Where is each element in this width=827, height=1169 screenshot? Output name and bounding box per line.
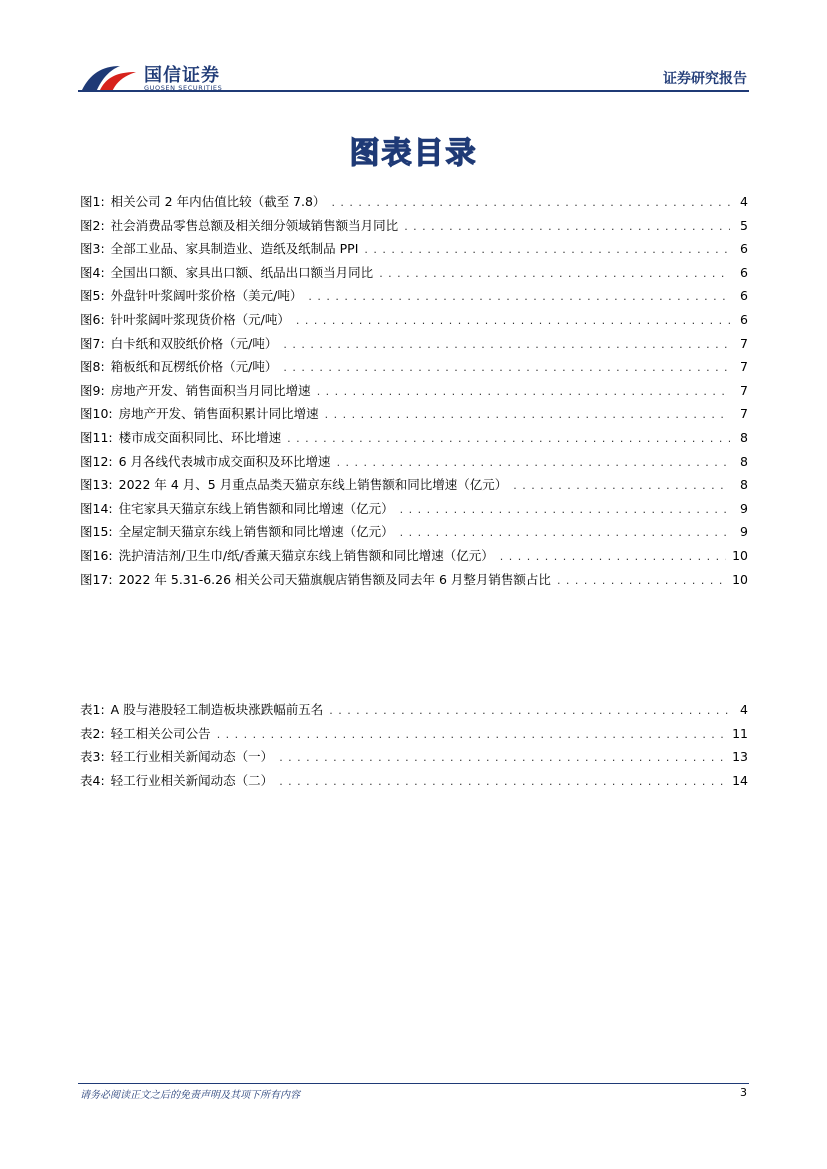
figure-toc-entry[interactable] [80, 381, 748, 405]
figure-toc-list [80, 192, 748, 593]
figure-label: 图14: [80, 500, 113, 516]
figure-page-number: 9 [740, 500, 748, 516]
table-label: 表4: [80, 772, 105, 788]
dot-leader [287, 432, 730, 445]
table-title: 轻工行业相关新闻动态（一） [110, 749, 274, 765]
figure-title: 楼市成交面积同比、环比增速 [118, 429, 282, 445]
figure-label: 图2: [80, 217, 105, 233]
figure-toc-entry[interactable] [80, 475, 748, 499]
dot-leader [296, 314, 730, 327]
table-title: 轻工相关公司公告 [110, 725, 211, 741]
figure-label: 图13: [80, 477, 113, 493]
figure-toc-entry[interactable] [80, 570, 748, 594]
figure-title: 全部工业品、家具制造业、造纸及纸制品 PPI [110, 241, 359, 257]
figure-title: 全国出口额、家具出口额、纸品出口额当月同比 [110, 264, 374, 280]
dot-leader [329, 704, 730, 717]
figure-page-number: 7 [740, 335, 748, 351]
company-name-en: GUOSEN SECURITIES [144, 84, 223, 92]
table-label: 表2: [80, 725, 105, 741]
figure-title: 2022 年 4 月、5 月重点品类天猫京东线上销售额和同比增速（亿元） [118, 477, 508, 493]
figure-toc-entry[interactable] [80, 192, 748, 216]
figure-toc-entry[interactable] [80, 310, 748, 334]
figure-label: 图10: [80, 406, 113, 422]
footer-divider [78, 1083, 749, 1084]
figure-label: 图1: [80, 194, 105, 209]
toc-title: 图表目录 [349, 136, 478, 171]
dot-leader [317, 385, 730, 398]
dot-leader [283, 338, 730, 351]
dot-leader [331, 196, 730, 209]
figure-title: 洗护清洁剂/卫生巾/纸/香薰天猫京东线上销售额和同比增速（亿元） [118, 547, 494, 563]
dot-leader [400, 503, 730, 516]
figure-title: 住宅家具天猫京东线上销售额和同比增速（亿元） [118, 500, 394, 516]
company-name-cn: 国信证券 [144, 65, 220, 86]
figure-label: 图6: [80, 311, 105, 327]
figure-page-number: 6 [740, 264, 748, 280]
figure-toc-entry[interactable] [80, 499, 748, 523]
figure-page-number: 6 [740, 288, 748, 304]
dot-leader [400, 526, 730, 539]
figure-title: 针叶浆阔叶浆现货价格（元/吨） [110, 311, 290, 327]
dot-leader [283, 361, 730, 374]
figure-page-number: 7 [740, 359, 748, 375]
dot-leader [308, 290, 730, 303]
report-type: 证券研究报告 [663, 71, 747, 87]
figure-title: 外盘针叶浆阔叶浆价格（美元/吨） [110, 288, 303, 304]
figure-toc-entry[interactable] [80, 357, 748, 381]
figure-page-number: 7 [740, 406, 748, 422]
figure-page-number: 8 [740, 453, 748, 469]
figure-page-number: 10 [732, 547, 748, 563]
figure-title: 2022 年 5.31-6.26 相关公司天猫旗舰店销售额及同去年 6 月整月销售额占比 [118, 571, 551, 587]
dot-leader [500, 550, 726, 563]
figure-toc-entry[interactable] [80, 334, 748, 358]
figure-toc-entry[interactable] [80, 522, 748, 546]
figure-toc-entry[interactable] [80, 546, 748, 570]
disclaimer: 请务必阅读正文之后的免责声明及其项下所有内容 [80, 1090, 300, 1101]
figure-label: 图5: [80, 288, 105, 304]
table-toc-entry[interactable] [80, 771, 748, 795]
table-toc-list [80, 700, 748, 794]
dot-leader [279, 751, 726, 764]
figure-title: 房地产开发、销售面积当月同比增速 [110, 382, 311, 398]
figure-label: 图17: [80, 571, 113, 587]
figure-label: 图12: [80, 453, 113, 469]
figure-title: 房地产开发、销售面积累计同比增速 [118, 406, 319, 422]
figure-page-number: 6 [740, 311, 748, 327]
figure-title: 白卡纸和双胶纸价格（元/吨） [110, 335, 278, 351]
figure-page-number: 6 [740, 241, 748, 257]
figure-page-number: 8 [740, 429, 748, 445]
figure-label: 图4: [80, 264, 105, 280]
figure-label: 图11: [80, 429, 113, 445]
dot-leader [379, 267, 730, 280]
figure-page-number: 8 [740, 477, 748, 493]
figure-label: 图15: [80, 524, 113, 540]
figure-title: 箱板纸和瓦楞纸价格（元/吨） [110, 359, 278, 375]
dot-leader [217, 728, 726, 741]
figure-toc-entry[interactable] [80, 216, 748, 240]
figure-label: 图3: [80, 241, 105, 257]
figure-label: 图8: [80, 359, 105, 375]
figure-page-number: 4 [740, 194, 748, 209]
table-title: 轻工行业相关新闻动态（二） [110, 772, 274, 788]
figure-toc-entry[interactable] [80, 263, 748, 287]
figure-label: 图16: [80, 547, 113, 563]
figure-page-number: 7 [740, 382, 748, 398]
figure-title: 全屋定制天猫京东线上销售额和同比增速（亿元） [118, 524, 394, 540]
figure-page-number: 10 [732, 571, 748, 587]
table-page-number: 11 [732, 725, 748, 741]
page-number: 3 [740, 1086, 747, 1099]
dot-leader [513, 479, 730, 492]
dot-leader [557, 574, 726, 587]
figure-label: 图9: [80, 382, 105, 398]
figure-title: 相关公司 2 年内估值比较（截至 7.8） [110, 194, 326, 209]
figure-title: 社会消费品零售总额及相关细分领域销售额当月同比 [110, 217, 399, 233]
header-divider [78, 90, 749, 92]
table-title: A 股与港股轻工制造板块涨跌幅前五名 [110, 702, 324, 717]
dot-leader [364, 243, 730, 256]
table-toc-entry[interactable] [80, 747, 748, 771]
figure-label: 图7: [80, 335, 105, 351]
dot-leader [404, 220, 730, 233]
table-label: 表1: [80, 702, 105, 717]
figure-toc-entry[interactable] [80, 404, 748, 428]
table-page-number: 4 [740, 702, 748, 717]
company-logo [80, 58, 240, 98]
table-toc-entry[interactable] [80, 700, 748, 724]
table-page-number: 14 [732, 772, 748, 788]
figure-toc-entry[interactable] [80, 239, 748, 263]
figure-page-number: 9 [740, 524, 748, 540]
dot-leader [337, 456, 730, 469]
figure-toc-entry[interactable] [80, 452, 748, 476]
figure-toc-entry[interactable] [80, 286, 748, 310]
dot-leader [325, 408, 730, 421]
table-page-number: 13 [732, 749, 748, 765]
figure-page-number: 5 [740, 217, 748, 233]
table-toc-entry[interactable] [80, 724, 748, 748]
table-label: 表3: [80, 749, 105, 765]
figure-toc-entry[interactable] [80, 428, 748, 452]
figure-title: 6 月各线代表城市成交面积及环比增速 [118, 453, 331, 469]
dot-leader [279, 775, 726, 788]
